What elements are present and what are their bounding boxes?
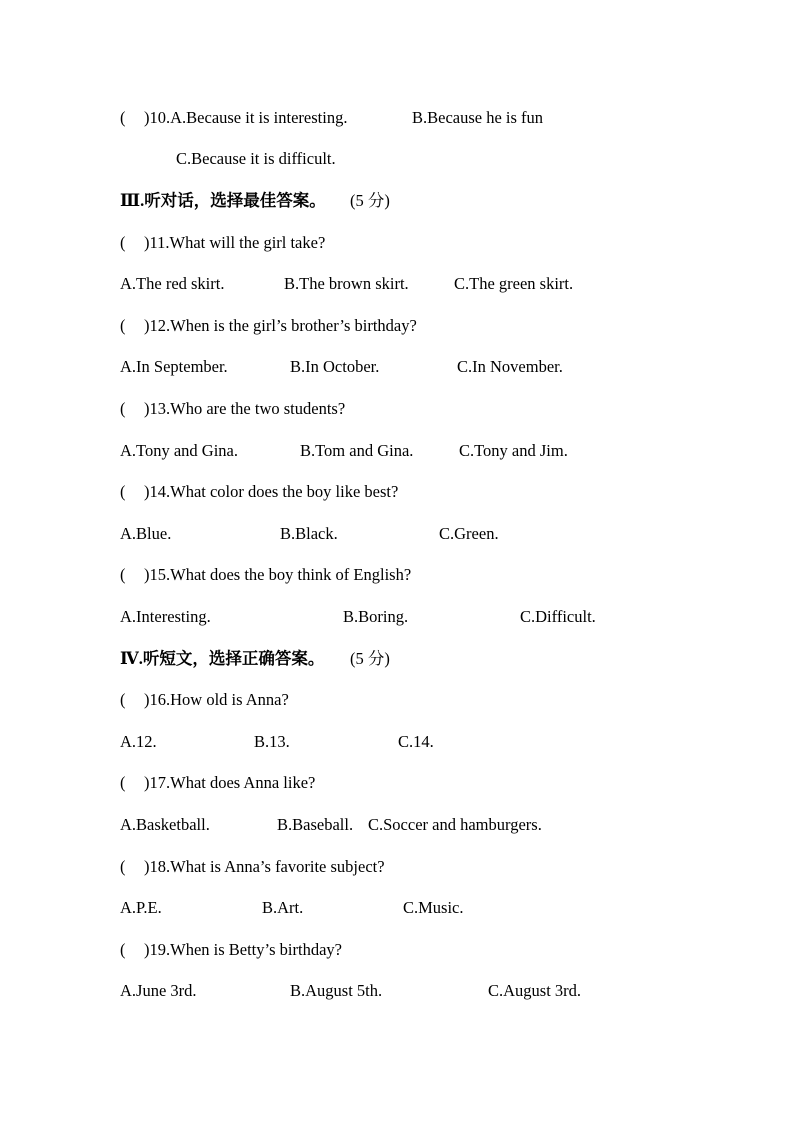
option-c: C.Music. — [403, 898, 464, 917]
option-b: B.In October. — [290, 357, 380, 376]
question-text: )11.What will the girl take? — [144, 233, 326, 252]
answer-paren: ( — [120, 108, 126, 127]
option-b: B.August 5th. — [290, 981, 383, 1000]
section-title: Ⅳ.听短文，选择正确答案。 — [120, 649, 325, 668]
question-text: )13.Who are the two students? — [144, 399, 346, 418]
option-a: A.P.E. — [120, 898, 162, 917]
option-c: C.August 3rd. — [488, 981, 582, 1000]
option-b: B.The brown skirt. — [284, 274, 409, 293]
option-a: A.Tony and Gina. — [120, 441, 238, 460]
option-c: C.Soccer and hamburgers. — [368, 815, 542, 834]
option-b: B.Boring. — [343, 607, 409, 626]
option-b: B.Art. — [262, 898, 304, 917]
option-c: C.Difficult. — [520, 607, 596, 626]
option-c: C.14. — [398, 732, 434, 751]
option-a: A.Basketball. — [120, 815, 210, 834]
answer-paren: ( — [120, 482, 126, 501]
answer-paren: ( — [120, 565, 126, 584]
option-a: A.Interesting. — [120, 607, 211, 626]
question-text: )12.When is the girl’s brother’s birthday? — [144, 316, 417, 335]
question-text: )16.How old is Anna? — [144, 690, 289, 709]
option-c: C.In November. — [457, 357, 563, 376]
question-text: )18.What is Anna’s favorite subject? — [144, 857, 385, 876]
option-b: B.13. — [254, 732, 290, 751]
question-text: )15.What does the boy think of English? — [144, 565, 412, 584]
question-text: )19.When is Betty’s birthday? — [144, 940, 342, 959]
answer-paren: ( — [120, 940, 126, 959]
section-score: (5 分) — [350, 649, 390, 668]
option-b: B.Baseball. — [277, 815, 354, 834]
question-text: )17.What does Anna like? — [144, 773, 316, 792]
option-c: C.The green skirt. — [454, 274, 574, 293]
option-a: A.12. — [120, 732, 157, 751]
question-text: )10.A.Because it is interesting. — [144, 108, 348, 127]
option-b: B.Tom and Gina. — [300, 441, 414, 460]
option-a: A.The red skirt. — [120, 274, 225, 293]
answer-paren: ( — [120, 399, 126, 418]
question-text: )14.What color does the boy like best? — [144, 482, 399, 501]
option-a: A.June 3rd. — [120, 981, 197, 1000]
answer-paren: ( — [120, 316, 126, 335]
answer-paren: ( — [120, 233, 126, 252]
option-a: A.Blue. — [120, 524, 172, 543]
option-b: B.Black. — [280, 524, 338, 543]
option-a: A.In September. — [120, 357, 228, 376]
section-score: (5 分) — [350, 191, 390, 210]
option-c: C.Green. — [439, 524, 499, 543]
section-title: Ⅲ.听对话，选择最佳答案。 — [120, 191, 326, 210]
answer-paren: ( — [120, 857, 126, 876]
answer-paren: ( — [120, 690, 126, 709]
option-c: C.Because it is difficult. — [176, 149, 336, 168]
option-b: B.Because he is fun — [412, 108, 544, 127]
answer-paren: ( — [120, 773, 126, 792]
option-c: C.Tony and Jim. — [459, 441, 568, 460]
